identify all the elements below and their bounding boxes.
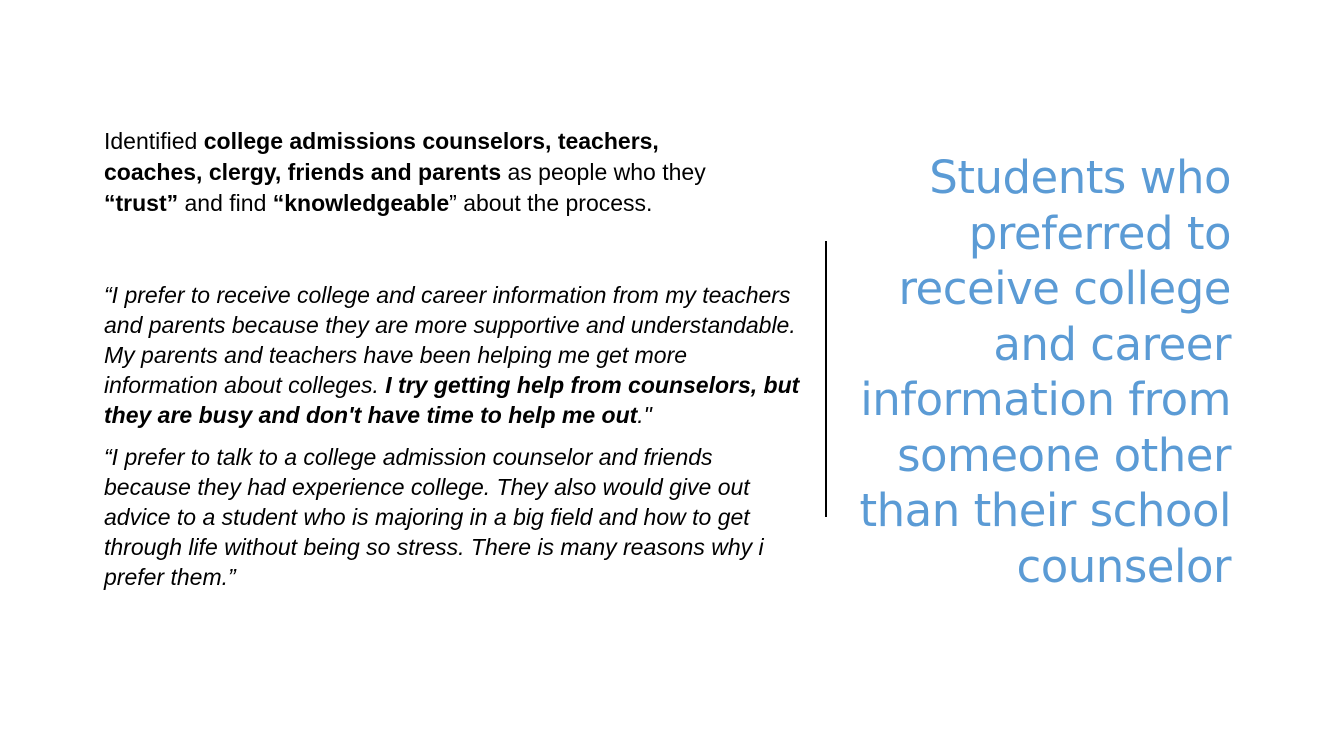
vertical-divider [825,241,827,517]
intro-text: and find [178,190,273,216]
quote-end: ." [637,402,652,428]
title-line: than their school [859,484,1231,537]
title-line: and career [993,317,1231,371]
intro-bold: “trust” [104,190,179,216]
title-line: receive college [898,262,1231,315]
title-line: someone other [897,428,1231,482]
student-quote-2 [104,442,804,592]
title-line: information from [860,373,1231,426]
intro-text: Identified [104,128,204,154]
title-line: Students who [929,151,1231,204]
content-column [104,126,804,592]
intro-bold: college admissions counselors, teachers, [203,128,659,154]
intro-bold: coaches, clergy, friends and parents [104,159,502,185]
intro-text: as people who they [501,159,706,185]
intro-bold: “knowledgeable [272,190,450,216]
quote-text: “I prefer to talk to a college admission counselor and friends because they had experience college. They also would give out advice to a student who is majoring in a big field and how to get through life without being so stress. There is many reasons why i prefer them.” [104,444,764,590]
student-quote-1 [104,280,804,430]
slide-title [831,150,1231,594]
quote-bold: I try getting help from counselors, but they are busy and don't have time to help me out [104,372,800,428]
title-line: counselor [1016,539,1231,593]
intro-text: ” about the process. [449,190,653,216]
quote-text: “I prefer to receive college and career information from my teachers and parents because they are more supportive and understandable. My parents and teachers have been helping me get more information about colleges. [104,282,796,398]
title-line: preferred to [968,206,1231,260]
intro-paragraph [104,126,804,219]
